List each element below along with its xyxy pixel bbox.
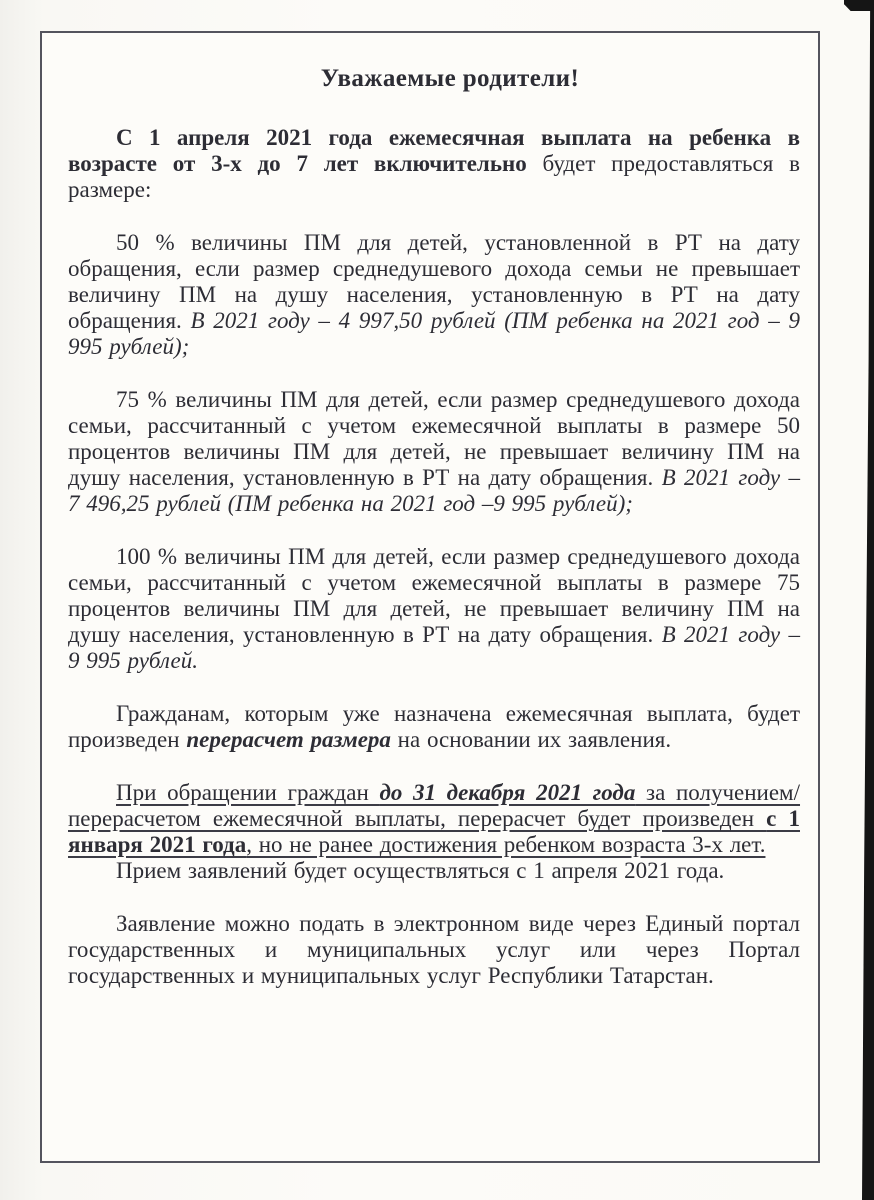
p100-italic-text: В 2021 году – 9 995 рублей. <box>68 622 800 673</box>
submission-text: Заявление можно подать в электронном виде через Единый портал государственных и муниципальных услуг или через Портал государственных и муниципальных услуг Республики Татарстан. <box>68 911 800 988</box>
paragraph-50-percent <box>68 230 800 360</box>
page-frame <box>40 31 820 1163</box>
intro-bold-text: С 1 апреля 2021 года ежемесячная выплата на ребенка в возрасте от 3-х до 7 лет включительно <box>68 125 800 176</box>
paragraph-recalculation <box>68 701 800 753</box>
deadline-part1-text: При обращении граждан <box>116 780 380 805</box>
recalc-emphasis-text: перерасчет размера <box>186 727 391 752</box>
paragraph-deadline <box>68 780 800 858</box>
reception-text: Прием заявлений будет осуществляться с 1 апреля 2021 года. <box>116 858 725 883</box>
deadline-date2-text: с 1 января 2021 года <box>68 806 800 857</box>
recalc-after-text: на основании их заявления. <box>390 727 672 752</box>
paragraph-intro <box>68 125 800 203</box>
p50-main-text: 50 % величины ПМ для детей, установленной в РТ на дату обращения, если размер среднедушевого дохода семьи не превышает величину ПМ на душу населения, установленную в РТ на дату обращения. <box>68 230 800 333</box>
paragraph-submission <box>68 911 800 989</box>
deadline-date1-text: до 31 декабря 2021 года <box>379 780 636 805</box>
p100-main-text: 100 % величины ПМ для детей, если размер среднедушевого дохода семьи, рассчитанный с учетом ежемесячной выплаты в размере 75 процентов величины ПМ для детей, не превышает величину ПМ на душу населения, установленную в РТ на дату обращения. <box>68 544 800 647</box>
paragraph-75-percent <box>68 387 800 517</box>
deadline-part3-text: , но не ранее достижения ребенком возраста 3-х лет. <box>246 832 766 857</box>
intro-rest-text: будет предоставляться в размере: <box>68 151 800 202</box>
scanner-edge-artifact <box>862 0 874 1200</box>
p75-main-text: 75 % величины ПМ для детей, если размер среднедушевого дохода семьи, рассчитанный с учетом ежемесячной выплаты в размере 50 процентов величины ПМ для детей, не превышает величину ПМ на душу населения, установленную в РТ на дату обращения. <box>68 387 800 490</box>
scanner-corner-artifact <box>844 0 874 11</box>
document-title: Уважаемые родители! <box>320 65 580 92</box>
paragraph-reception <box>68 858 800 884</box>
paragraph-100-percent <box>68 544 800 674</box>
recalc-before-text: Гражданам, которым уже назначена ежемесячная выплата, будет произведен <box>68 701 800 752</box>
p75-italic-text: В 2021 году – 7 496,25 рублей (ПМ ребенка на 2021 год –9 995 рублей); <box>68 465 800 516</box>
p50-italic-text: В 2021 году – 4 997,50 рублей (ПМ ребенка на 2021 год – 9 995 рублей); <box>68 308 800 359</box>
deadline-part2-text: за получением/перерасчетом ежемесячной выплаты, перерасчет будет произведен <box>68 780 801 831</box>
